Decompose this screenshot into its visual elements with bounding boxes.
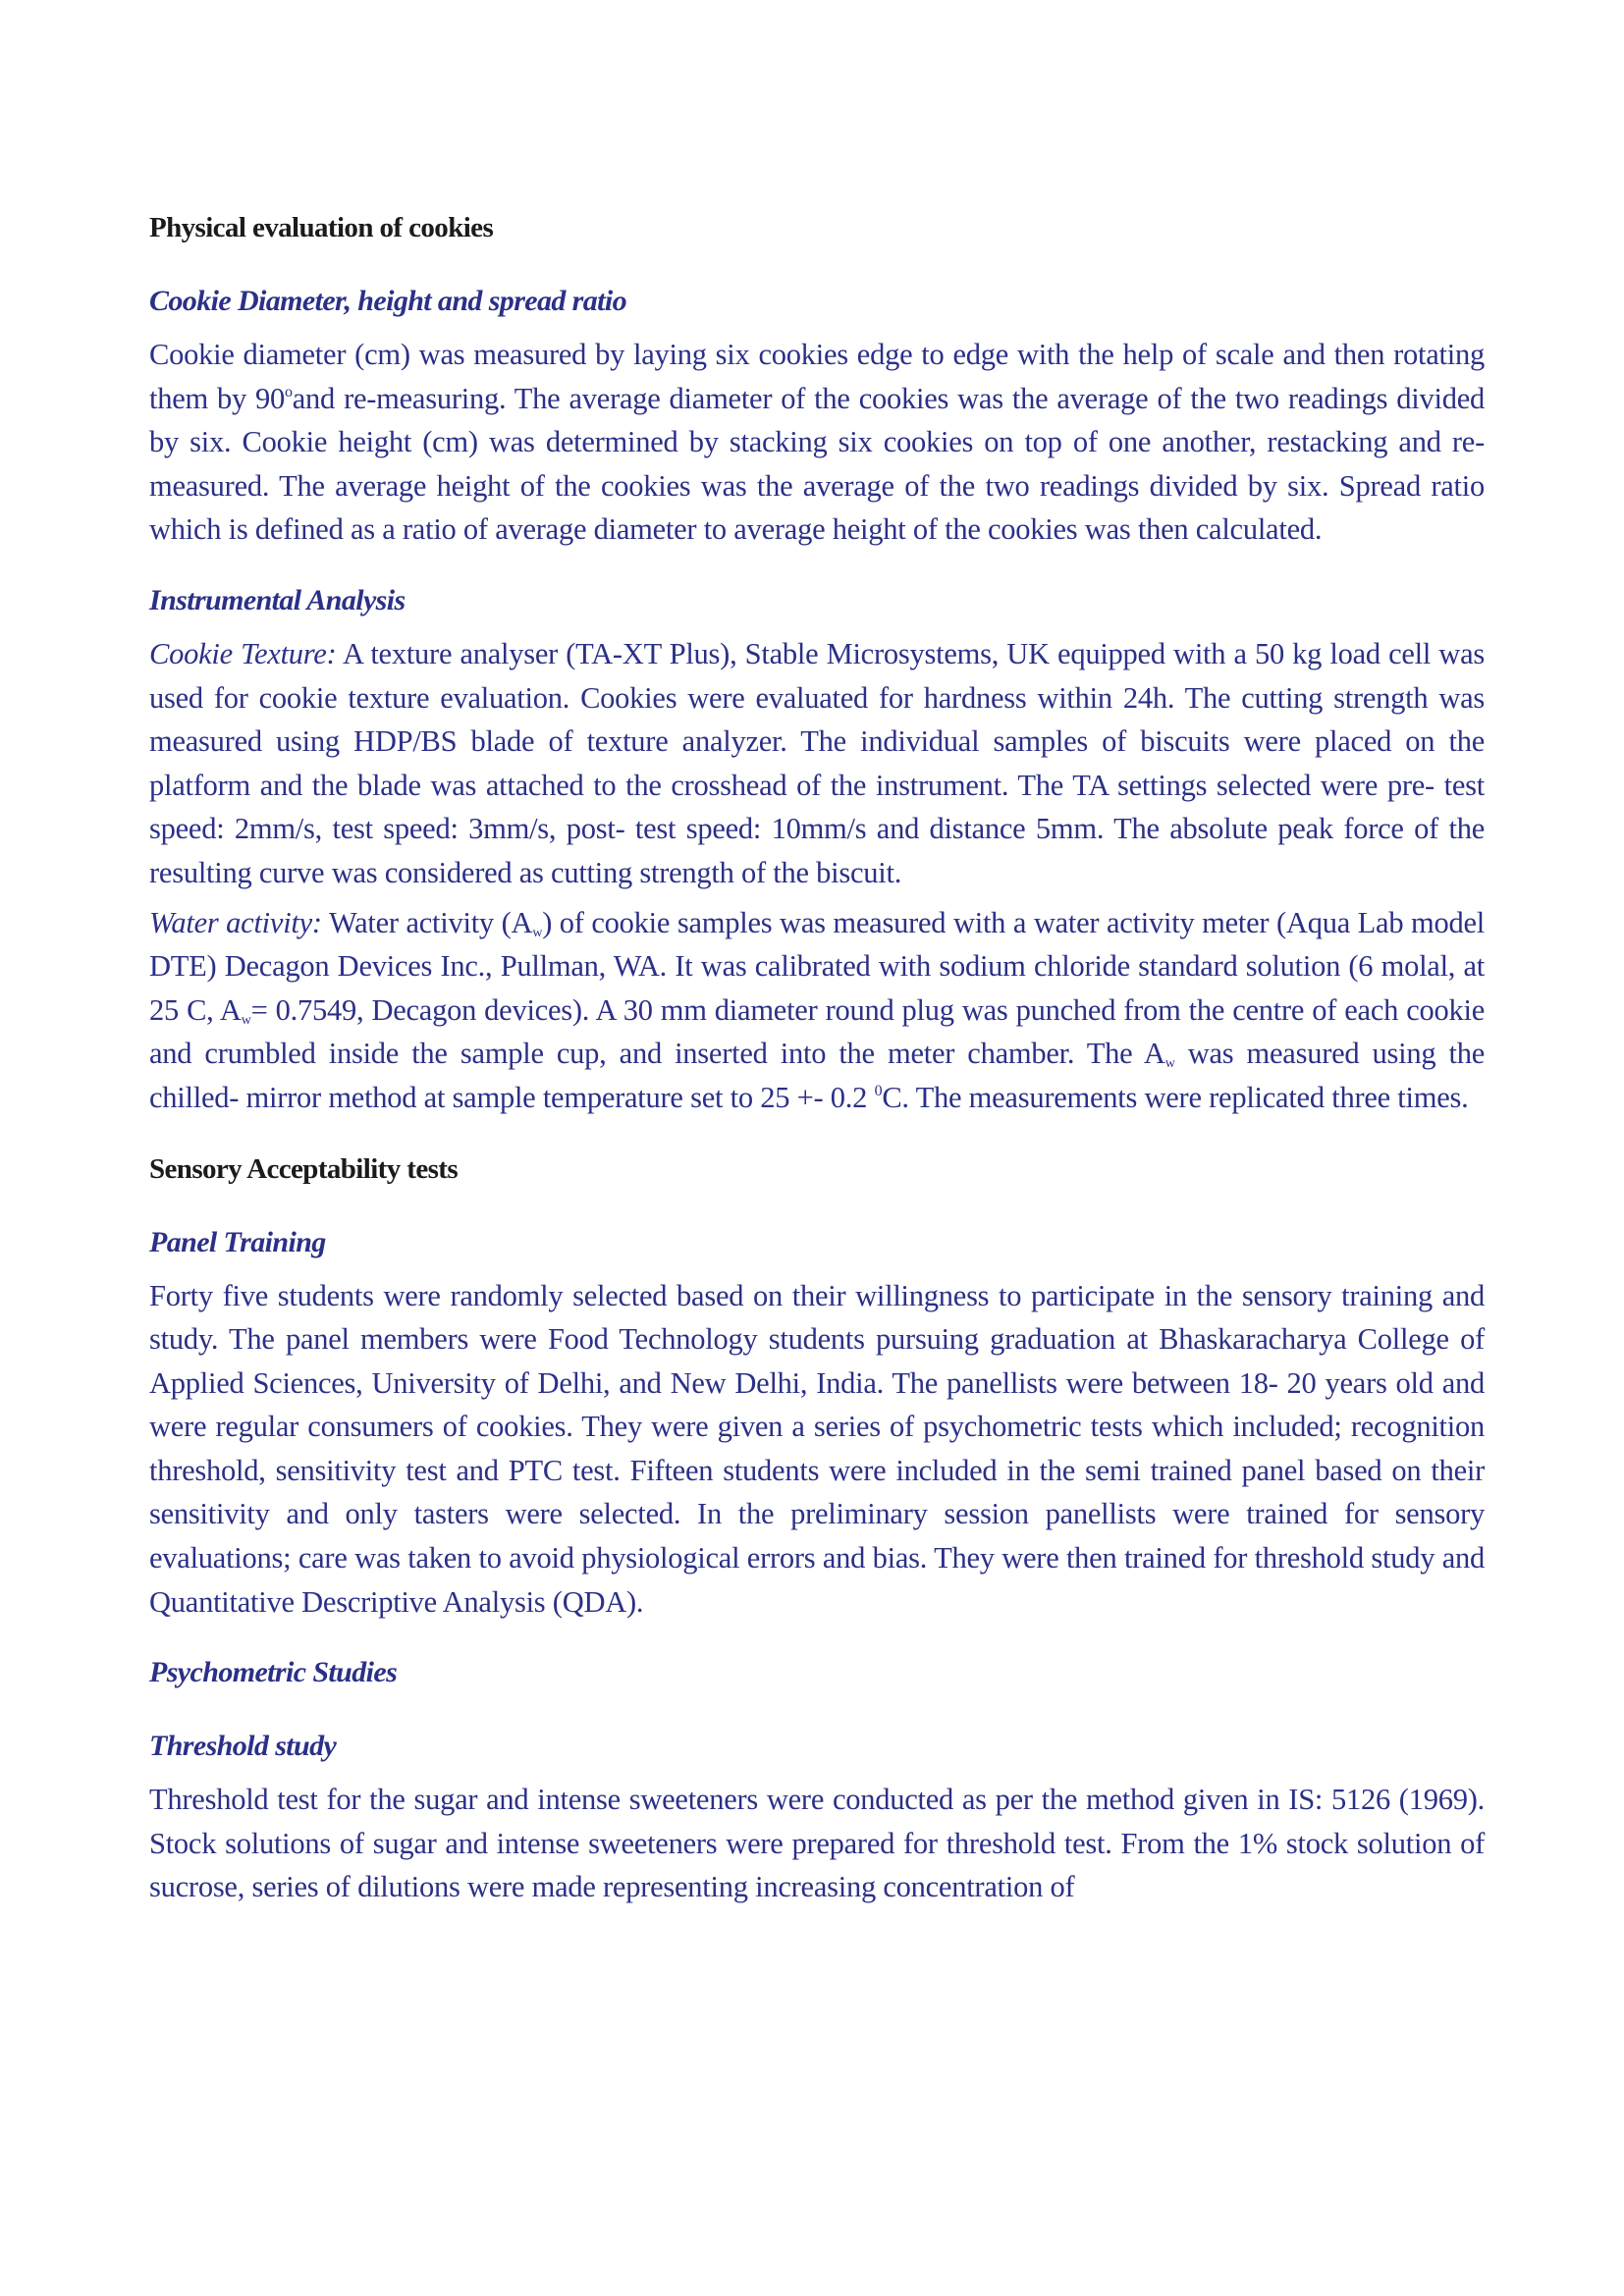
subheading-threshold-study: Threshold study xyxy=(149,1730,337,1763)
inline-label-water-activity: Water activity: xyxy=(149,905,322,939)
paragraph-water-activity xyxy=(149,901,1485,1120)
subheading-cookie-diameter: Cookie Diameter, height and spread ratio xyxy=(149,285,627,317)
subscript-w: w xyxy=(1164,1056,1175,1072)
paragraph-panel-training: Forty five students were randomly selected based on their willingness to participate in the sensory training and study. The panel members were Food Technology students pursuing graduation at Bhaskaracharya College of Applied Sciences, University of Delhi, and New Delhi, India. The panellists were between 18- 20 years old and were regular consumers of cookies. They were given a series of psychometric tests which included; recognition threshold, sensitivity test and PTC test. Fifteen students were included in the semi trained panel based on their sensitivity and only tasters were selected. In the preliminary session panellists were trained for sensory evaluations; care was taken to avoid physiological errors and bias. They were then trained for threshold study and Quantitative Descriptive Analysis (QDA). xyxy=(149,1278,1485,1619)
paragraph-cookie-diameter xyxy=(149,333,1485,552)
inline-label-cookie-texture: Cookie Texture: xyxy=(149,636,337,670)
degree-superscript: o xyxy=(285,383,293,400)
degree-superscript: 0 xyxy=(874,1082,883,1099)
subheading-psychometric-studies: Psychometric Studies xyxy=(149,1656,398,1689)
subscript-w: w xyxy=(532,925,543,940)
text-run: Water activity (A xyxy=(321,905,533,939)
document-page xyxy=(149,208,1485,1909)
section-heading-sensory-acceptability: Sensory Acceptability tests xyxy=(149,1152,459,1185)
text-run: and re-measuring. The average diameter of the cookies was the average of the two readings divided by six. Cookie height (cm) was determined by stacking six cookies on top of one another, restacking and re-measured. The average height of the cookies was the average of the two readings divided by six. Spread ratio which is defined as a ratio of average diameter to average height of the cookies was then calculated. xyxy=(149,381,1485,547)
text-run: was measured using the chilled- mirror method at sample temperature set to 25 +- 0.2 xyxy=(149,1037,1485,1114)
subheading-panel-training: Panel Training xyxy=(149,1225,326,1258)
text-run: ) of cookie samples was measured with a water activity meter (Aqua Lab model DTE) Decagon Devices Inc., Pullman, WA. It was calibrated with sodium chloride standard solution (6 molal, at 25 C, A xyxy=(149,905,1486,1027)
subscript-w: w xyxy=(241,1012,251,1028)
text-run: = 0.7549, Decagon devices). A 30 mm diameter round plug was punched from the centre of each cookie and crumbled inside the sample cup, and inserted into the meter chamber. The A xyxy=(149,992,1486,1071)
subheading-instrumental-analysis: Instrumental Analysis xyxy=(149,583,406,616)
text-run: Cookie diameter (cm) was measured by laying six cookies edge to edge with the help of scale and then rotating them by 90 xyxy=(149,338,1485,415)
text-run: A texture analyser (TA-XT Plus), Stable Microsystems, UK equipped with a 50 kg load cell was used for cookie texture evaluation. Cookies were evaluated for hardness within 24h. The cutting strength was measured using HDP/BS blade of texture analyzer. The individual samples of biscuits were placed on the platform and the blade was attached to the crosshead of the instrument. The TA settings selected were pre- test speed: 2mm/s, test speed: 3mm/s, post- test speed: 10mm/s and distance 5mm. The absolute peak force of the resulting curve was considered as cutting strength of the biscuit. xyxy=(149,636,1485,889)
paragraph-cookie-texture xyxy=(149,632,1485,895)
paragraph-threshold-study: Threshold test for the sugar and intense sweeteners were conducted as per the method given in IS: 5126 (1969). Stock solutions of sugar and intense sweeteners were prepared for threshold test. From the 1% stock solution of sucrose, series of dilutions were made representing increasing concentration of xyxy=(149,1783,1485,1904)
section-heading-physical-evaluation: Physical evaluation of cookies xyxy=(149,212,494,243)
text-run: C. The measurements were replicated three times. xyxy=(882,1080,1469,1114)
